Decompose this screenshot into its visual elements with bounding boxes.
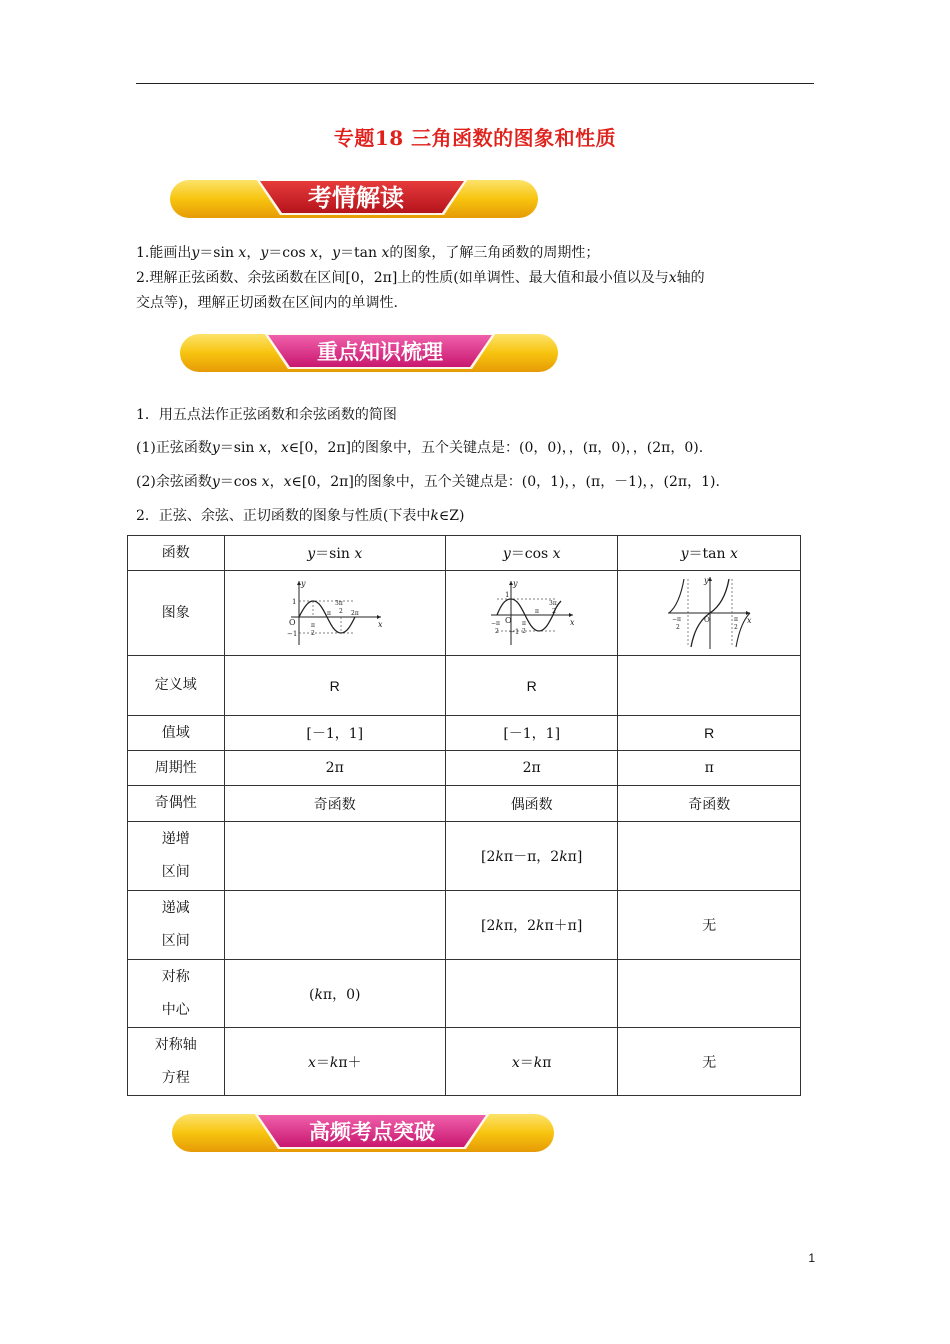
table-row xyxy=(128,571,801,656)
svg-text:O: O xyxy=(288,618,296,627)
domain-cos: R xyxy=(445,656,618,716)
tan-graph-cell xyxy=(618,571,801,656)
header-symmetry-axis: 对称轴 方程 xyxy=(128,1028,225,1096)
table-row xyxy=(128,822,801,891)
range-cos: [－1，1] xyxy=(445,716,618,751)
svg-text:2: 2 xyxy=(734,624,739,631)
header-decreasing: 递减 区间 xyxy=(128,891,225,960)
svg-text:x: x xyxy=(569,618,575,627)
cos-graph-cell xyxy=(445,571,618,656)
svg-text:π: π xyxy=(521,620,526,627)
svg-text:−1: −1 xyxy=(508,628,520,636)
inc-cos: [2kπ－π，2kπ] xyxy=(445,822,618,891)
table-row xyxy=(128,786,801,822)
header-rule xyxy=(136,83,814,84)
inc-tan xyxy=(618,822,801,891)
header-period: 周期性 xyxy=(128,751,225,786)
table-row xyxy=(128,536,801,571)
table-row xyxy=(128,891,801,960)
header-increasing: 递增 区间 xyxy=(128,822,225,891)
svg-text:2: 2 xyxy=(676,624,681,631)
header-symmetry-center: 对称 中心 xyxy=(128,960,225,1028)
sin-graph-cell xyxy=(224,571,445,656)
svg-text:2: 2 xyxy=(551,608,556,615)
table-row xyxy=(128,1028,801,1096)
intro-line-2: 2.理解正弦函数、余弦函数在区间[0，2π]上的性质(如单调性、最大值和最小值以及与x轴的 xyxy=(136,270,705,286)
tan-graph xyxy=(664,575,754,651)
dec-cos: [2kπ，2kπ＋π] xyxy=(445,891,618,960)
parity-sin: 奇函数 xyxy=(224,786,445,822)
svg-text:O: O xyxy=(504,616,512,625)
table-row xyxy=(128,751,801,786)
inc-sin xyxy=(224,822,445,891)
banner-high-frequency xyxy=(170,1110,556,1156)
svg-text:π: π xyxy=(534,608,539,615)
domain-sin: R xyxy=(224,656,445,716)
cos-graph xyxy=(487,577,577,649)
svg-text:π: π xyxy=(326,610,331,617)
svg-text:3π: 3π xyxy=(334,600,343,607)
dec-sin xyxy=(224,891,445,960)
axis-cos: x＝kπ xyxy=(445,1028,618,1096)
header-cos: y＝cos x xyxy=(445,536,618,571)
svg-text:π: π xyxy=(310,622,315,629)
svg-text:y: y xyxy=(704,576,709,585)
header-tan: y＝tan x xyxy=(618,536,801,571)
axis-sin: x＝kπ＋ xyxy=(224,1028,445,1096)
svg-text:3π: 3π xyxy=(548,600,557,607)
period-cos: 2π xyxy=(445,751,618,786)
svg-text:2: 2 xyxy=(310,630,315,637)
svg-text:π: π xyxy=(734,616,739,623)
svg-text:1: 1 xyxy=(291,598,297,606)
banner-3-text: 高频考点突破 xyxy=(309,1120,435,1144)
banner-key-knowledge xyxy=(178,330,560,376)
svg-text:2: 2 xyxy=(494,628,499,635)
intro-line-1: 1.能画出y＝sin x，y＝cos x，y＝tan x的图象，了解三角函数的周期性； xyxy=(136,245,600,261)
banner-2-text: 重点知识梳理 xyxy=(317,340,443,364)
sin-graph xyxy=(285,577,385,649)
range-tan: R xyxy=(618,716,801,751)
header-domain: 定义域 xyxy=(128,656,225,716)
intro-line-3: 交点等)，理解正切函数在区间内的单调性. xyxy=(136,295,398,311)
header-graph: 图象 xyxy=(128,571,225,656)
svg-text:O: O xyxy=(704,616,710,624)
svg-text:x: x xyxy=(747,616,752,625)
period-sin: 2π xyxy=(224,751,445,786)
center-sin: (kπ，0) xyxy=(224,960,445,1028)
trig-properties-table xyxy=(127,535,801,1096)
range-sin: [－1，1] xyxy=(224,716,445,751)
page-title: 专题18 三角函数的图象和性质 xyxy=(333,126,617,150)
header-parity: 奇偶性 xyxy=(128,786,225,822)
axis-tan: 无 xyxy=(618,1028,801,1096)
center-cos xyxy=(445,960,618,1028)
table-row xyxy=(128,960,801,1028)
banner-exam-analysis xyxy=(168,176,540,222)
svg-text:2: 2 xyxy=(338,608,343,615)
svg-text:x: x xyxy=(377,620,383,629)
parity-cos: 偶函数 xyxy=(445,786,618,822)
period-tan: π xyxy=(618,751,801,786)
header-range: 值域 xyxy=(128,716,225,751)
header-sin: y＝sin x xyxy=(224,536,445,571)
header-func: 函数 xyxy=(128,536,225,571)
svg-text:−1: −1 xyxy=(286,630,298,638)
svg-text:2: 2 xyxy=(521,628,526,635)
banner-1-text: 考情解读 xyxy=(308,184,404,212)
table-row xyxy=(128,716,801,751)
parity-tan: 奇函数 xyxy=(618,786,801,822)
knowledge-line-2: (1)正弦函数y＝sin x，x∈[0，2π]的图象中，五个关键点是：(0，0)，，(π，0)，，(2π，0). xyxy=(136,440,704,456)
svg-text:−π: −π xyxy=(672,616,682,623)
domain-tan xyxy=(618,656,801,716)
knowledge-line-3: (2)余弦函数y＝cos x，x∈[0，2π]的图象中，五个关键点是：(0，1)，，(π，－1)，，(2π，1). xyxy=(136,474,720,490)
knowledge-line-4: 2．正弦、余弦、正切函数的图象与性质(下表中k∈Z) xyxy=(136,508,465,524)
dec-tan: 无 xyxy=(618,891,801,960)
center-tan xyxy=(618,960,801,1028)
svg-text:−π: −π xyxy=(490,620,500,627)
table-row xyxy=(128,656,801,716)
svg-text:1: 1 xyxy=(504,591,510,599)
svg-text:y: y xyxy=(512,579,518,588)
knowledge-line-1: 1．用五点法作正弦函数和余弦函数的简图 xyxy=(136,407,397,423)
svg-text:2π: 2π xyxy=(350,610,359,617)
page-number: 1 xyxy=(808,1251,815,1265)
svg-text:y: y xyxy=(300,579,306,588)
